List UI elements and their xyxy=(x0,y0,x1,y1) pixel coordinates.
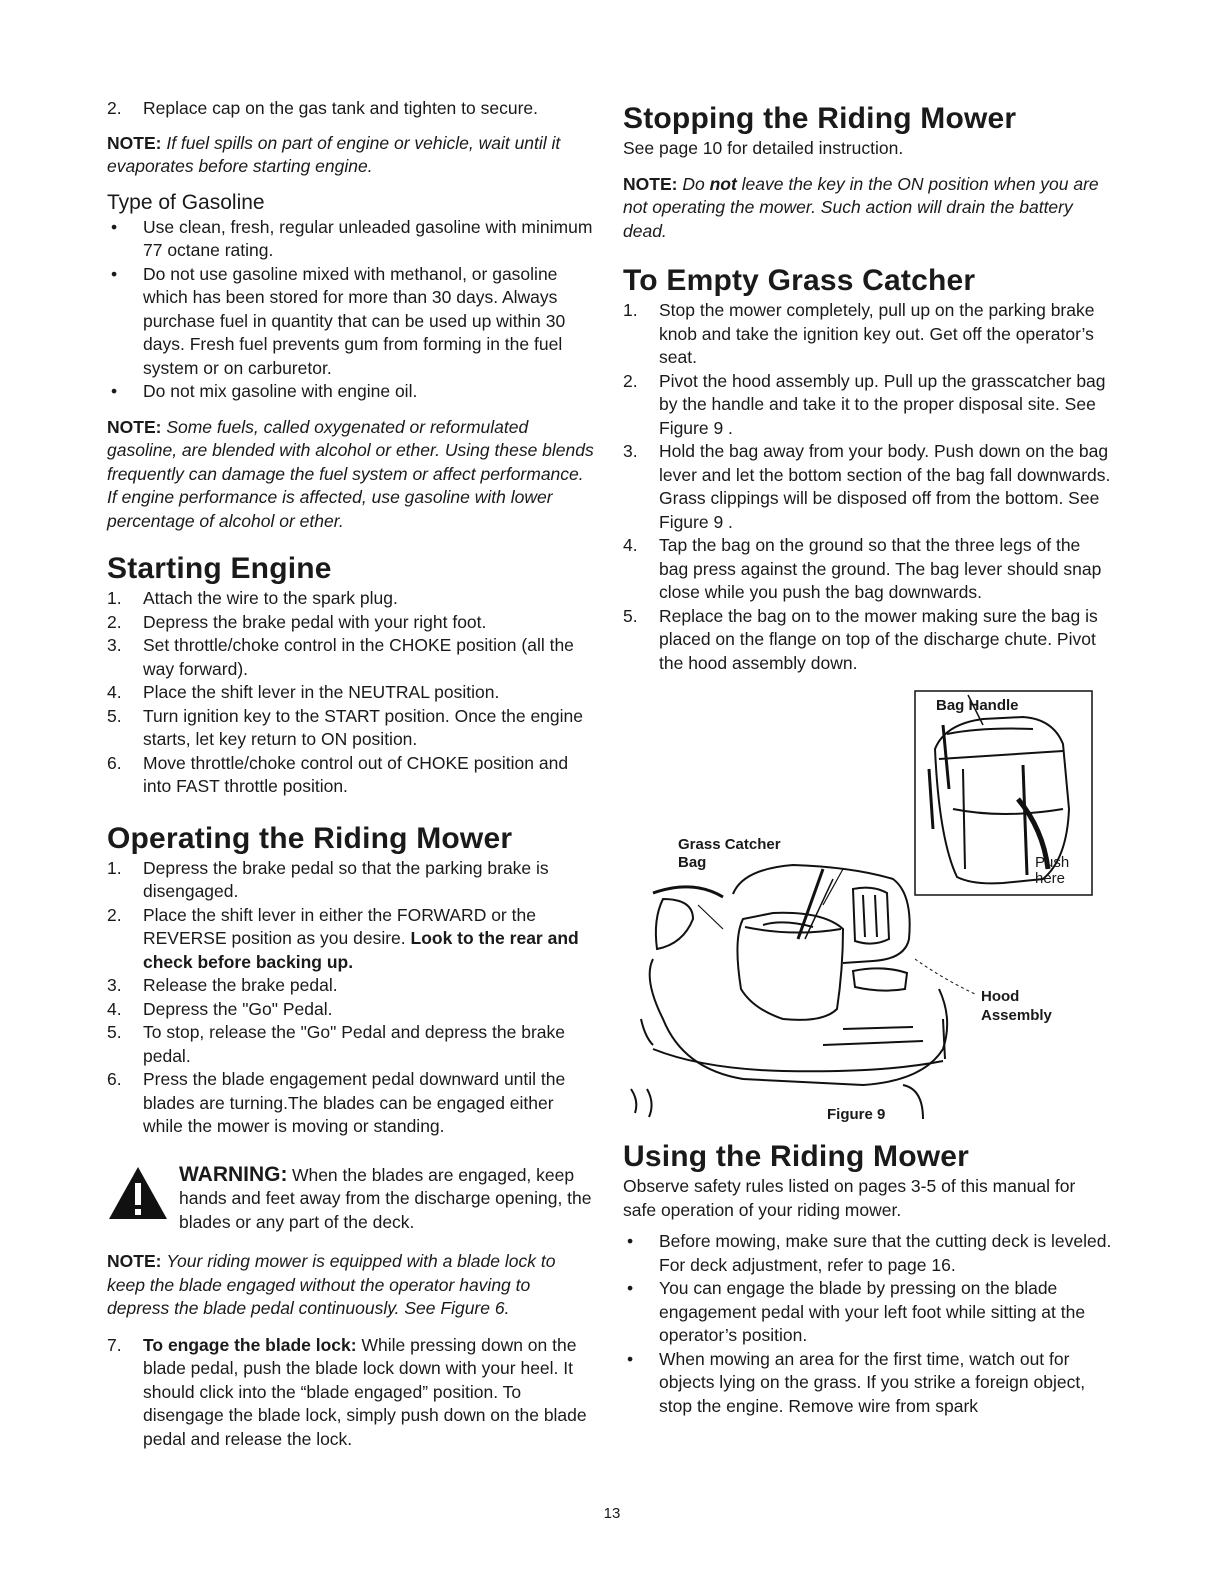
using-heading: Using the Riding Mower xyxy=(623,1140,970,1173)
list-item: 6. Move throttle/choke control out of CHOKE position and into FAST throttle position. xyxy=(107,752,569,796)
list-item: 2. Replace cap on the gas tank and tighten to secure. xyxy=(107,98,538,118)
figure-caption: Figure 9 xyxy=(827,1106,886,1123)
list-item: 2. Place the shift lever in either the FORWARD or the REVERSE position as you desire. Look to the rear and check before backing up. xyxy=(107,904,579,972)
empty-catcher-heading: To Empty Grass Catcher xyxy=(623,264,976,297)
warning-block xyxy=(107,1163,595,1235)
operating-steps xyxy=(107,857,595,1139)
page-number: 13 xyxy=(603,1505,621,1522)
right-column xyxy=(623,101,1113,1418)
bag-handle-label: Bag Handle xyxy=(936,697,1019,714)
hood-label-2: Assembly xyxy=(981,1007,1052,1024)
list-item: 5. Replace the bag on to the mower making sure the bag is placed on the flange on top of the discharge chute. Pivot the hood assembly down. xyxy=(623,605,1098,673)
hood-label-1: Hood xyxy=(981,988,1020,1005)
blade-lock-note: NOTE: Your riding mower is equipped with a blade lock to keep the blade engaged without the operator having to depress the blade pedal continuously. See Figure 6. xyxy=(107,1251,556,1318)
empty-catcher-steps xyxy=(623,299,1113,675)
gas-steps-continued xyxy=(107,97,595,121)
mower-illustration xyxy=(623,689,1113,1131)
list-item: 5. To stop, release the "Go" Pedal and depress the brake pedal. xyxy=(107,1022,565,1066)
list-item: • Use clean, fresh, regular unleaded gasoline with minimum 77 octane rating. xyxy=(111,216,593,260)
stopping-text: See page 10 for detailed instruction. xyxy=(623,138,904,158)
push-here-label-1: Push xyxy=(1035,854,1070,871)
stopping-heading: Stopping the Riding Mower xyxy=(623,102,1017,135)
warning-triangle-icon xyxy=(107,1165,169,1221)
list-item: 2. Depress the brake pedal with your right foot. xyxy=(107,611,487,632)
list-item: • Before mowing, make sure that the cutting deck is leveled. For deck adjustment, refer to page 16. xyxy=(627,1231,1112,1275)
list-item: 3. Hold the bag away from your body. Push down on the bag lever and let the bottom section of the bag fall downwards. Grass clippings will be disposed off from the bottom. See Figure 9 . xyxy=(623,441,1111,532)
figure-9 xyxy=(623,689,1113,1131)
list-item: • When mowing an area for the first time, watch out for objects lying on the grass. If you strike a foreign object, stop the engine. Remove wire from spark xyxy=(627,1348,1086,1416)
gasoline-bullets xyxy=(107,216,595,404)
starting-engine-heading: Starting Engine xyxy=(107,552,332,585)
list-item: 1. Depress the brake pedal so that the parking brake is disengaged. xyxy=(107,857,549,901)
warning-text: When the blades are engaged, keep hands and feet away from the discharge opening, the blades or any part of the deck. xyxy=(179,1164,592,1232)
grass-catcher-label-1: Grass Catcher xyxy=(678,836,781,853)
starting-engine-steps xyxy=(107,587,595,799)
blade-lock-steps xyxy=(107,1334,595,1452)
left-column xyxy=(107,97,595,1451)
list-item: 7. To engage the blade lock: While pressing down on the blade pedal, push the blade lock down with your heel. It should click into the “blade engaged” position. To disengage the blade lock, simply push down on the blade pedal and release the lock. xyxy=(107,1334,587,1449)
list-item: 4. Tap the bag on the ground so that the three legs of the bag press against the ground. The bag lever should snap close while you push the bag downwards. xyxy=(623,535,1102,602)
list-item: • Do not mix gasoline with engine oil. xyxy=(111,381,418,401)
list-item: 1. Stop the mower completely, pull up on the parking brake knob and take the ignition key out. Get off the operator’s seat. xyxy=(623,300,1095,367)
fuel-spill-note: NOTE: If fuel spills on part of engine or vehicle, wait until it evaporates before starting engine. xyxy=(107,132,561,176)
gasoline-heading: Type of Gasoline xyxy=(107,190,265,214)
using-bullets xyxy=(623,1230,1113,1418)
list-item: 4. Depress the "Go" Pedal. xyxy=(107,998,333,1019)
list-item: 6. Press the blade engagement pedal downward until the blades are turning.The blades can be engaged either while the mower is moving or standing. xyxy=(107,1069,566,1136)
list-item: 1. Attach the wire to the spark plug. xyxy=(107,588,398,608)
list-item: 5. Turn ignition key to the START position. Once the engine starts, let key return to ON position. xyxy=(107,705,584,749)
warning-label: WARNING: xyxy=(179,1162,288,1186)
push-here-label-2: here xyxy=(1035,870,1066,887)
list-item: 2. Pivot the hood assembly up. Pull up the grasscatcher bag by the handle and take it to the proper disposal site. See Figure 9 . xyxy=(623,370,1106,438)
using-intro: Observe safety rules listed on pages 3-5 of this manual for safe operation of your riding mower. xyxy=(623,1176,1076,1220)
grass-catcher-label-2: Bag xyxy=(678,854,707,871)
list-item: • You can engage the blade by pressing on the blade engagement pedal with your left foot while sitting at the operator’s position. xyxy=(627,1278,1086,1345)
list-item: 3. Set throttle/choke control in the CHOKE position (all the way forward). xyxy=(107,635,574,679)
operating-heading: Operating the Riding Mower xyxy=(107,821,513,855)
list-item: • Do not use gasoline mixed with methanol, or gasoline which has been stored for more than 30 days. Always purchase fuel in quantity that can be used up within 30 days. Fresh fuel prevents gum from forming in the fuel system or on carburetor. xyxy=(111,263,566,378)
key-note: NOTE: Do not leave the key in the ON position when you are not operating the mower. Such action will drain the battery dead. xyxy=(623,173,1099,241)
list-item: 3. Release the brake pedal. xyxy=(107,975,338,995)
oxygenated-fuel-note: NOTE: Some fuels, called oxygenated or reformulated gasoline, are blended with alcohol or ether. Using these blends frequently can damage the fuel system or affect performance. If engine performance is affected, use gasoline with lower percentage of alcohol or ether. xyxy=(107,416,594,531)
list-item: 4. Place the shift lever in the NEUTRAL position. xyxy=(107,682,500,702)
